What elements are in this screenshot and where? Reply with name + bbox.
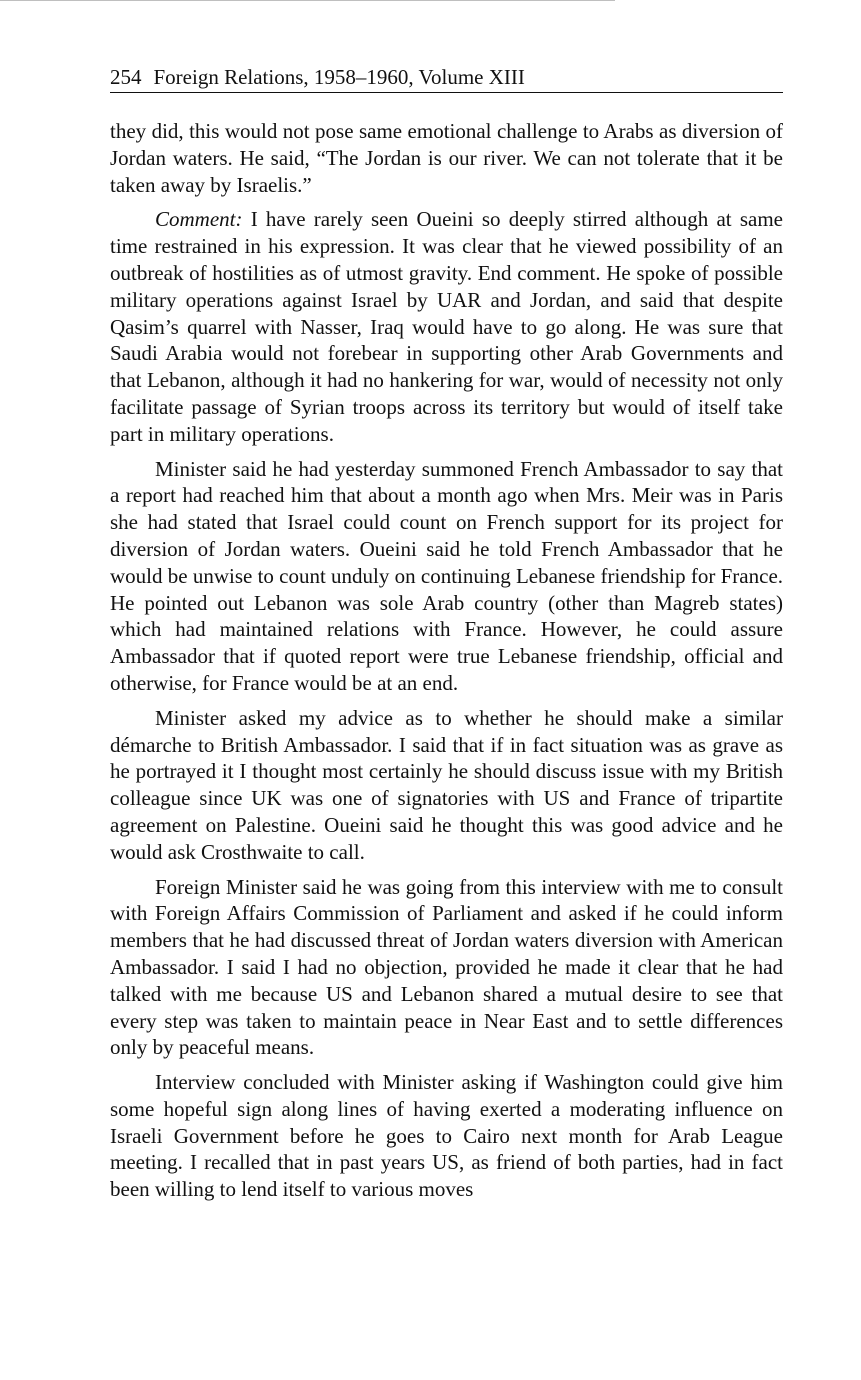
page-number: 254: [110, 65, 142, 89]
paragraph-interview-concluded: [110, 1069, 783, 1203]
paragraph-text: Interview concluded with Minister asking if Washington could give him some hopeful sign along lines of having exerted a moderating influence on Israeli Government before he goes to Cairo next month for Arab League meeting. I recalled that in past years US, as friend of both parties, had in fact been willing to lend itself to various moves: [110, 1070, 783, 1202]
paragraph-parliament: [110, 874, 783, 1062]
paragraph-french-ambassador: [110, 456, 783, 697]
paragraph-british-ambassador: [110, 705, 783, 866]
paragraph-text: Foreign Minister said he was going from this interview with me to consult with Foreign Affairs Commission of Parliament and asked if he could inform members that he had discussed threat of Jordan waters diversion with American Ambassador. I said I had no objection, provided he made it clear that he had talked with me because US and Lebanon shared a mutual desire to see that every step was taken to maintain peace in Near East and to settle differences only by peaceful means.: [110, 874, 783, 1060]
comment-label: Comment:: [155, 207, 243, 232]
top-edge-rule: [0, 0, 615, 1]
body-text: [110, 118, 783, 1211]
paragraph-text: they did, this would not pose same emotional challenge to Arabs as diversion of Jordan waters. He said, “The Jordan is our river. We can not tolerate that it be taken away by Israelis.”: [110, 119, 783, 197]
paragraph-text: Minister said he had yesterday summoned French Ambassador to say that a report had reached him that about a month ago when Mrs. Meir was in Paris she had stated that Israel could count on French support for its project for diversion of Jordan waters. Oueini said he told French Ambassador that he would be unwise to count unduly on continuing Lebanese friendship for France. He pointed out Lebanon was sole Arab country (other than Magreb states) which had maintained relations with France. However, he could assure Ambassador that if quoted report were true Lebanese friendship, official and otherwise, for France would be at an end.: [110, 456, 784, 695]
paragraph-text: Minister asked my advice as to whether he should make a similar démarche to British Ambassador. I said that if in fact situation was as grave as he portrayed it I thought most certainly he should discuss issue with my British colleague since UK was one of signatories with US and France of tripartite agreement on Palestine. Oueini said he thought this was good advice and he would ask Crosthwaite to call.: [110, 705, 783, 864]
paragraph-continuation: [110, 118, 783, 198]
running-header-title: Foreign Relations, 1958–1960, Volume XIII: [153, 65, 525, 89]
paragraph-text: I have rarely seen Oueini so deeply stirred although at same time restrained in his expression. It was clear that he viewed possibility of an outbreak of hostilities as of utmost gravity. End comment. He spoke of possible military operations against Israel by UAR and Jordan, and said that despite Qasim’s quarrel with Nasser, Iraq would have to go along. He was sure that Saudi Arabia would not forebear in supporting other Arab Governments and that Lebanon, although it had no hankering for war, would of necessity not only facilitate passage of Syrian troops across its territory but would of itself take part in military operations.: [110, 207, 783, 446]
paragraph-comment: [110, 206, 783, 447]
running-header: [110, 62, 783, 93]
